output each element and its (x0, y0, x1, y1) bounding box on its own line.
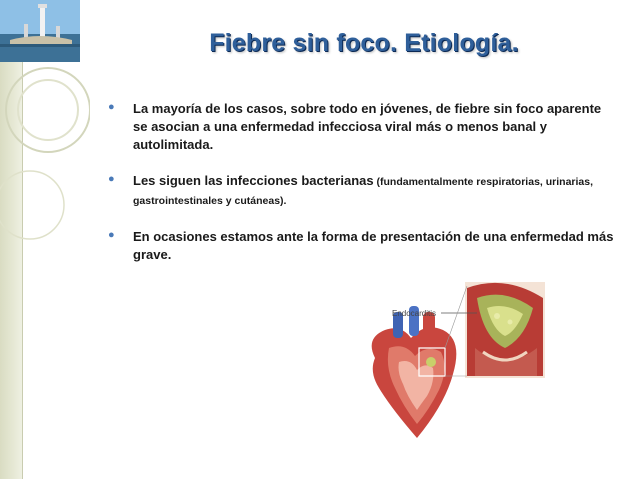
bullet-list (108, 100, 618, 282)
endocarditis-heart-illustration (355, 278, 565, 456)
bullet-main-text: En ocasiones estamos ante la forma de presentación de una enfermedad más grave. (133, 229, 614, 262)
bullet-text (133, 172, 618, 210)
illustration-label: Endocarditis (392, 309, 437, 318)
bullet-main-text: Les siguen las infecciones bacterianas (133, 173, 374, 188)
bullet-text (133, 100, 618, 154)
bullet-marker: ● (108, 229, 115, 241)
bullet-marker: ● (108, 173, 115, 185)
bullet-detail-text: (fundamentalmente respiratorias, urinarias, gastrointestinales y cutáneas). (133, 176, 594, 207)
bullet-main-text: La mayoría de los casos, sobre todo en jóvenes, de fiebre sin foco aparente se asocian a una enfermedad infecciosa viral más o menos banal y autolimitada. (133, 101, 602, 152)
bullet-item (108, 172, 618, 210)
bullet-item (108, 228, 618, 264)
bullet-text (133, 228, 618, 264)
slide-title: Fiebre sin foco. Etiología. (209, 29, 519, 57)
bullet-item (108, 100, 618, 154)
bullet-marker: ● (108, 101, 115, 113)
decorative-circles (0, 55, 90, 285)
